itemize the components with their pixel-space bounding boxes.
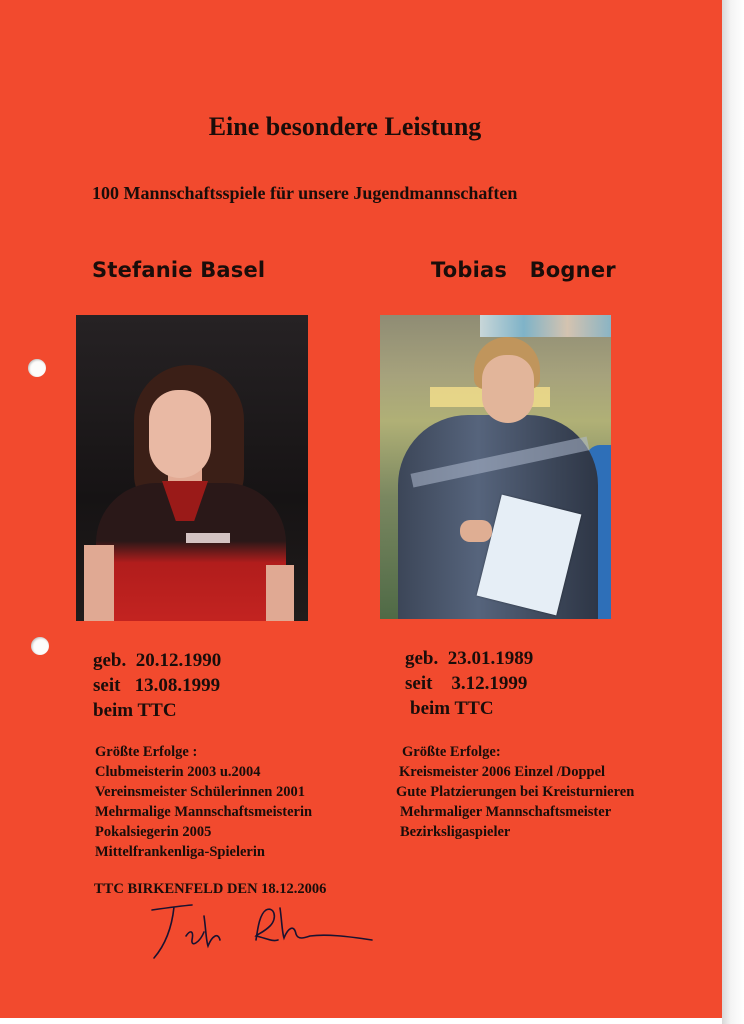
tobias-achievement: Bezirksligaspieler bbox=[400, 824, 511, 840]
handwritten-signature bbox=[146, 896, 376, 966]
tobias-achievement: Gute Platzierungen bei Kreisturnieren bbox=[396, 784, 635, 800]
punch-hole-top bbox=[28, 359, 46, 377]
stefanie-birthdate: geb. 20.12.1990 bbox=[93, 650, 222, 671]
photo-tobias bbox=[380, 315, 611, 619]
page-subtitle: 100 Mannschaftsspiele für unsere Jugendmannschaften bbox=[92, 183, 518, 203]
stefanie-achievements-heading: Größte Erfolge : bbox=[95, 744, 198, 760]
punch-hole-bottom bbox=[31, 637, 49, 655]
tobias-club: beim TTC bbox=[410, 698, 494, 719]
player-name-stefanie: Stefanie Basel bbox=[92, 258, 266, 282]
stefanie-achievement: Mehrmalige Mannschaftsmeisterin bbox=[95, 804, 313, 820]
stefanie-club: beim TTC bbox=[93, 700, 177, 721]
stefanie-achievement: Mittelfrankenliga-Spielerin bbox=[95, 844, 265, 860]
page-edge bbox=[722, 0, 744, 1024]
tobias-birthdate: geb. 23.01.1989 bbox=[405, 648, 534, 669]
player-name-tobias: Tobias Bogner bbox=[431, 258, 616, 282]
tobias-achievements-heading: Größte Erfolge: bbox=[402, 744, 501, 760]
tobias-achievement: Mehrmaliger Mannschaftsmeister bbox=[400, 804, 612, 820]
tobias-achievement: Kreismeister 2006 Einzel /Doppel bbox=[399, 764, 606, 780]
stefanie-achievement: Pokalsiegerin 2005 bbox=[95, 824, 212, 840]
footer-place-date: TTC BIRKENFELD DEN 18.12.2006 bbox=[94, 881, 327, 897]
page-title: Eine besondere Leistung bbox=[208, 112, 482, 141]
stefanie-achievement: Clubmeisterin 2003 u.2004 bbox=[95, 764, 261, 780]
stefanie-member-since: seit 13.08.1999 bbox=[93, 675, 221, 696]
photo-stefanie bbox=[76, 315, 308, 621]
stefanie-achievement: Vereinsmeister Schülerinnen 2001 bbox=[95, 784, 305, 800]
tobias-member-since: seit 3.12.1999 bbox=[405, 673, 528, 694]
